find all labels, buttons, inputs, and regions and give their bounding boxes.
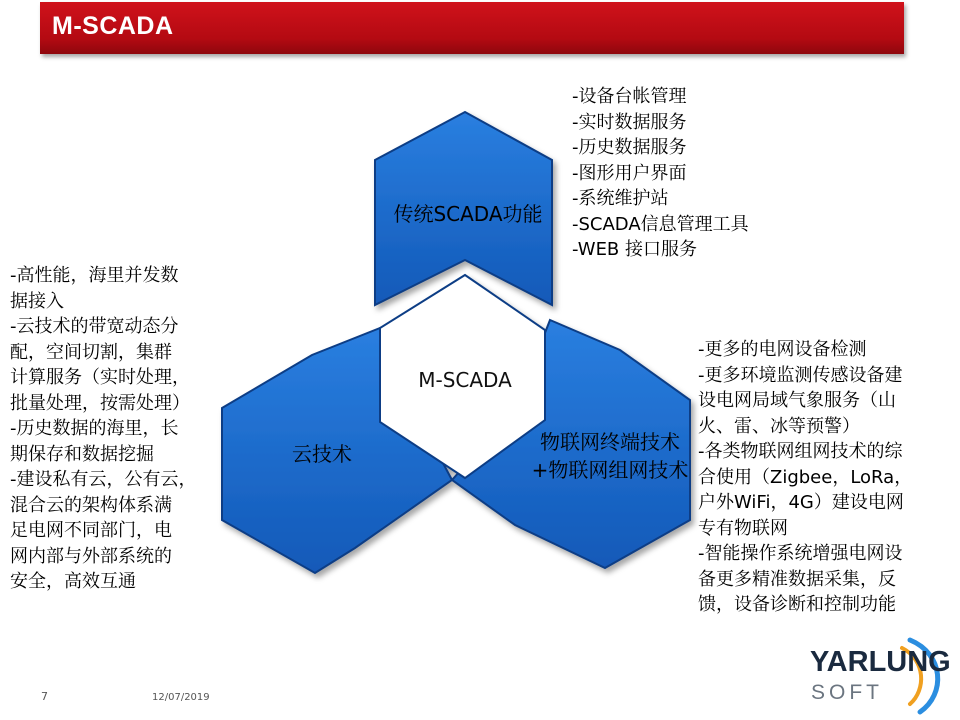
list-line: 据接入: [10, 290, 64, 312]
list-line: 期保存和数据挖掘: [10, 443, 154, 465]
cloud-tech-feature-list: [10, 263, 197, 595]
list-line: -图形用户界面: [572, 162, 687, 184]
page-number: 7: [41, 690, 48, 703]
left-hexagon-label: 云技术: [292, 442, 352, 466]
right-hexagon-label: 物联网终端技术+物联网组网技术: [531, 430, 689, 482]
list-line: -更多的电网设备检测: [698, 339, 867, 360]
list-line: 安全，高效互通: [10, 571, 136, 592]
list-line: -SCADA信息管理工具: [572, 213, 749, 235]
list-line: -云技术的带宽动态分: [10, 316, 179, 337]
list-line: -WEB 接口服务: [572, 239, 698, 260]
list-line: 合使用（Zigbee，LoRa，: [698, 466, 913, 488]
list-line: 网内部与外部系统的: [10, 545, 172, 567]
top-hexagon-label: 传统SCADA功能: [393, 202, 543, 226]
slide-date: 12/07/2019: [152, 692, 210, 703]
list-line: -历史数据的海里，长: [10, 418, 179, 439]
list-line: -设备台帐管理: [572, 86, 687, 107]
logo-name: YARLUNG: [810, 646, 951, 678]
list-line: 备更多精准数据采集，反: [698, 568, 896, 590]
list-line: 馈，设备诊断和控制功能: [698, 594, 896, 615]
list-line: -历史数据服务: [572, 137, 687, 158]
list-line: 足电网不同部门，电: [10, 520, 172, 541]
list-line: 火、雷、冰等预警）: [698, 415, 860, 437]
list-line: 混合云的架构体系满: [10, 494, 172, 516]
list-line: 户外WiFi，4G）建设电网: [698, 492, 904, 513]
list-line: -智能操作系统增强电网设: [698, 543, 903, 564]
list-line: -更多环境监测传感设备建: [698, 364, 903, 386]
list-line: 计算服务（实时处理，: [10, 367, 190, 388]
logo-sub: SOFT: [811, 681, 883, 704]
list-line: 批量处理，按需处理）: [10, 392, 190, 414]
company-logo: [806, 632, 956, 718]
slide-title: M-SCADA: [52, 12, 174, 40]
list-line: 专有物联网: [698, 517, 788, 539]
list-line: -系统维护站: [572, 188, 669, 209]
list-line: -各类物联网组网技术的综: [698, 441, 903, 462]
list-line: -实时数据服务: [572, 111, 687, 133]
traditional-scada-feature-list: [572, 84, 749, 263]
iot-feature-list: [698, 337, 912, 618]
list-line: 配，空间切割，集群: [10, 341, 172, 363]
list-line: -高性能，海里并发数: [10, 265, 179, 286]
center-hexagon-label: M-SCADA: [418, 368, 512, 392]
list-line: 设电网局域气象服务（山: [698, 390, 896, 411]
list-line: -建设私有云，公有云，: [10, 469, 197, 490]
